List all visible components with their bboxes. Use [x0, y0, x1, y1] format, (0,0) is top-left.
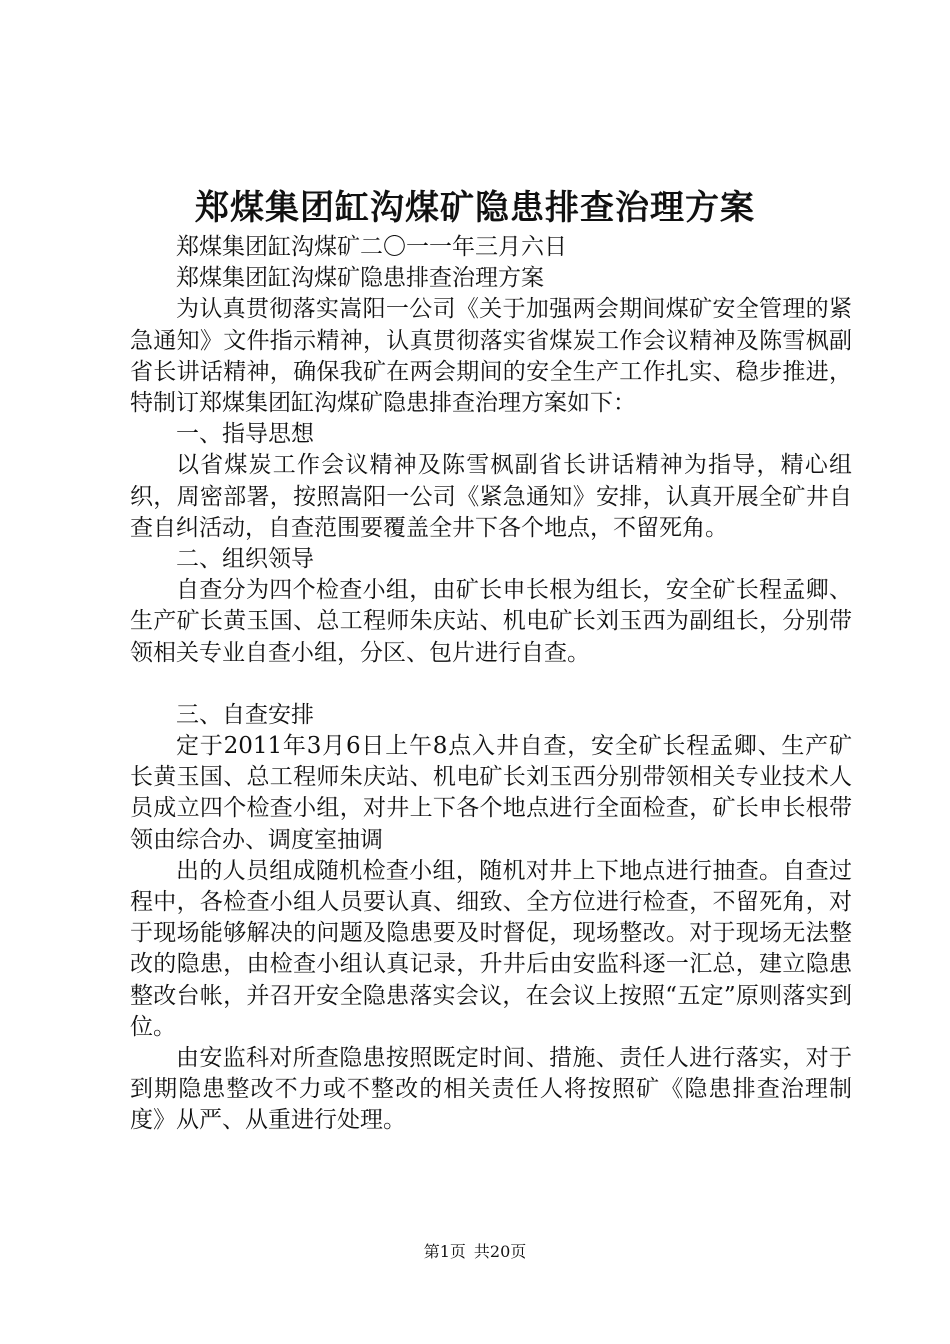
section-heading-organization: 二、组织领导	[176, 546, 314, 573]
intro-paragraph: 为认真贯彻落实嵩阳一公司《关于加强两会期间煤矿安全管理的紧急通知》文件指示精神，认真贯彻落实省煤炭工作会议精神及陈雪枫副省长讲话精神，确保我矿在两会期间的安全生产工作扎实、稳步推进，特制订郑煤集团缸沟煤矿隐患排查治理方案如下：	[130, 296, 852, 417]
inspection-process-paragraph: 出的人员组成随机检查小组，随机对井上下地点进行抽查。自查过程中，各检查小组人员要认真、细致、全方位进行检查，不留死角，对于现场能够解决的问题及隐患要及时督促，现场整改。对于现场无法整改的隐患，由检查小组认真记录，升井后由安监科逐一汇总，建立隐患整改台帐，并召开安全隐患落实会议，在会议上按照“五定”原则落实到位。	[130, 857, 852, 1040]
section-heading-guiding-ideology: 一、指导思想	[176, 421, 314, 448]
document-title: 郑煤集团缸沟煤矿隐患排查治理方案	[195, 188, 755, 228]
page-number: 第1页	[423, 1242, 466, 1261]
document-body	[130, 232, 852, 1137]
organization-paragraph: 自查分为四个检查小组，由矿长申长根为组长，安全矿长程孟卿、生产矿长黄玉国、总工程师朱庆站、机电矿长刘玉西为副组长，分别带领相关专业自查小组，分区、包片进行自查。	[130, 577, 852, 666]
guiding-ideology-paragraph: 以省煤炭工作会议精神及陈雪枫副省长讲话精神为指导，精心组织，周密部署，按照嵩阳一公司《紧急通知》安排，认真开展全矿井自查自纠活动，自查范围要覆盖全井下各个地点，不留死角。	[130, 452, 852, 541]
page-footer	[0, 1240, 950, 1264]
rectification-paragraph: 由安监科对所查隐患按照既定时间、措施、责任人进行落实，对于到期隐患整改不力或不整改的相关责任人将按照矿《隐患排查治理制度》从严、从重进行处理。	[130, 1045, 852, 1134]
arrangement-paragraph: 定于2011年3月6日上午8点入井自查，安全矿长程孟卿、生产矿长黄玉国、总工程师朱庆站、机电矿长刘玉西分别带领相关专业技术人员成立四个检查小组，对井上下各个地点进行全面检查，矿长申长根带领由综合办、调度室抽调	[130, 733, 852, 853]
subtitle-line: 郑煤集团缸沟煤矿隐患排查治理方案	[176, 265, 544, 292]
page-total: 共20页	[473, 1242, 527, 1261]
date-line: 郑煤集团缸沟煤矿二〇一一年三月六日	[176, 234, 567, 260]
section-heading-arrangement: 三、自查安排	[176, 701, 314, 728]
